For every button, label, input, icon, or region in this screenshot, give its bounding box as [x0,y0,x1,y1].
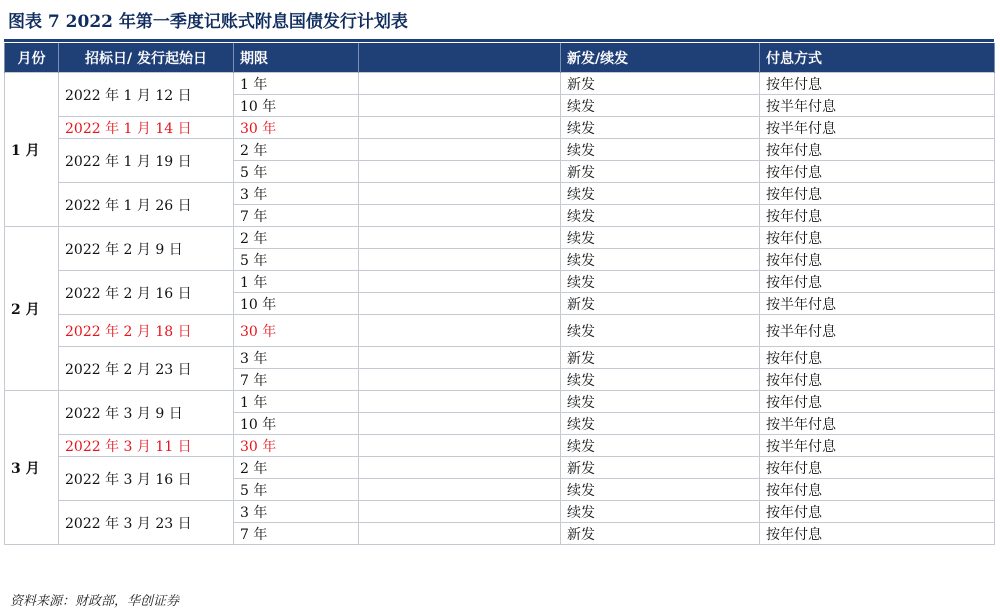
bond-issuance-table [4,43,995,545]
type-cell: 新发 [561,293,760,315]
type-cell: 续发 [561,95,760,117]
table-row [5,347,995,369]
blank-cell [359,391,561,413]
term-cell-highlighted: 30 年 [234,117,359,139]
type-cell: 新发 [561,161,760,183]
payment-cell: 按年付息 [760,227,995,249]
term-cell: 1 年 [234,391,359,413]
header-blank [359,43,561,73]
table-row [5,271,995,293]
date-cell: 2022 年 3 月 9 日 [59,391,234,435]
payment-cell: 按年付息 [760,161,995,183]
payment-cell: 按年付息 [760,139,995,161]
term-cell: 3 年 [234,183,359,205]
date-cell: 2022 年 3 月 16 日 [59,457,234,501]
type-cell: 新发 [561,73,760,95]
term-cell: 2 年 [234,457,359,479]
payment-cell: 按年付息 [760,479,995,501]
term-cell: 10 年 [234,293,359,315]
blank-cell [359,413,561,435]
source-note: 资料来源：财政部，华创证券 [10,594,180,609]
date-cell: 2022 年 3 月 23 日 [59,501,234,545]
month-cell: 1 月 [5,73,59,227]
blank-cell [359,457,561,479]
blank-cell [359,369,561,391]
term-cell: 3 年 [234,347,359,369]
payment-cell: 按年付息 [760,249,995,271]
blank-cell [359,139,561,161]
date-cell-highlighted: 2022 年 1 月 14 日 [59,117,234,139]
payment-cell: 按半年付息 [760,315,995,347]
term-cell: 10 年 [234,95,359,117]
type-cell: 新发 [561,523,760,545]
month-cell: 3 月 [5,391,59,545]
date-cell-highlighted: 2022 年 3 月 11 日 [59,435,234,457]
term-cell: 7 年 [234,369,359,391]
blank-cell [359,479,561,501]
date-cell: 2022 年 1 月 12 日 [59,73,234,117]
blank-cell [359,95,561,117]
blank-cell [359,271,561,293]
blank-cell [359,523,561,545]
header-term: 期限 [234,43,359,73]
payment-cell: 按半年付息 [760,435,995,457]
payment-cell: 按年付息 [760,205,995,227]
blank-cell [359,315,561,347]
payment-cell: 按半年付息 [760,293,995,315]
payment-cell: 按半年付息 [760,95,995,117]
date-cell: 2022 年 2 月 9 日 [59,227,234,271]
term-cell: 1 年 [234,271,359,293]
term-cell: 1 年 [234,73,359,95]
type-cell: 续发 [561,139,760,161]
type-cell: 新发 [561,457,760,479]
term-cell-highlighted: 30 年 [234,435,359,457]
type-cell: 续发 [561,369,760,391]
blank-cell [359,501,561,523]
table-row [5,73,995,95]
date-cell: 2022 年 1 月 19 日 [59,139,234,183]
payment-cell: 按年付息 [760,523,995,545]
table-row [5,315,995,347]
type-cell: 续发 [561,205,760,227]
payment-cell: 按年付息 [760,369,995,391]
table-row [5,183,995,205]
payment-cell: 按半年付息 [760,413,995,435]
term-cell: 2 年 [234,139,359,161]
table-row [5,227,995,249]
term-cell: 5 年 [234,479,359,501]
blank-cell [359,117,561,139]
blank-cell [359,161,561,183]
blank-cell [359,435,561,457]
term-cell: 7 年 [234,523,359,545]
type-cell: 续发 [561,479,760,501]
blank-cell [359,205,561,227]
blank-cell [359,293,561,315]
table-title: 图表 7 2022 年第一季度记账式附息国债发行计划表 [8,12,408,32]
payment-cell: 按年付息 [760,457,995,479]
type-cell: 续发 [561,271,760,293]
type-cell: 续发 [561,413,760,435]
table-row [5,435,995,457]
type-cell: 续发 [561,117,760,139]
term-cell: 10 年 [234,413,359,435]
payment-cell: 按年付息 [760,271,995,293]
table-header-row [5,43,995,73]
header-date: 招标日/ 发行起始日 [59,43,234,73]
date-cell: 2022 年 1 月 26 日 [59,183,234,227]
term-cell: 2 年 [234,227,359,249]
blank-cell [359,347,561,369]
type-cell: 续发 [561,435,760,457]
term-cell: 5 年 [234,161,359,183]
table-row [5,501,995,523]
term-cell: 5 年 [234,249,359,271]
header-type: 新发/续发 [561,43,760,73]
blank-cell [359,249,561,271]
table-row [5,139,995,161]
type-cell: 续发 [561,183,760,205]
type-cell: 续发 [561,227,760,249]
month-cell: 2 月 [5,227,59,391]
type-cell: 续发 [561,391,760,413]
term-cell-highlighted: 30 年 [234,315,359,347]
payment-cell: 按半年付息 [760,117,995,139]
payment-cell: 按年付息 [760,347,995,369]
type-cell: 续发 [561,249,760,271]
blank-cell [359,73,561,95]
term-cell: 7 年 [234,205,359,227]
type-cell: 新发 [561,347,760,369]
blank-cell [359,183,561,205]
payment-cell: 按年付息 [760,73,995,95]
payment-cell: 按年付息 [760,391,995,413]
date-cell: 2022 年 2 月 16 日 [59,271,234,315]
header-month: 月份 [5,43,59,73]
table-row [5,117,995,139]
table-row [5,391,995,413]
payment-cell: 按年付息 [760,183,995,205]
table-row [5,457,995,479]
term-cell: 3 年 [234,501,359,523]
blank-cell [359,227,561,249]
payment-cell: 按年付息 [760,501,995,523]
type-cell: 续发 [561,501,760,523]
type-cell: 续发 [561,315,760,347]
date-cell: 2022 年 2 月 23 日 [59,347,234,391]
header-payment: 付息方式 [760,43,995,73]
date-cell-highlighted: 2022 年 2 月 18 日 [59,315,234,347]
title-divider [4,39,994,42]
